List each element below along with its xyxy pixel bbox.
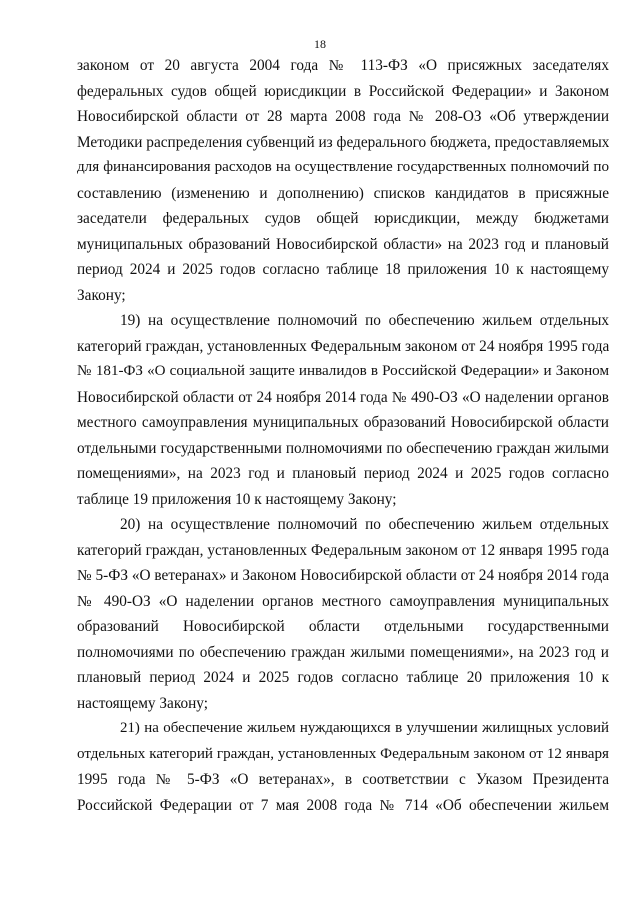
text-line: категорий граждан, установленных Федеральным законом от 12 января 1995 года (77, 541, 609, 559)
text-line: 20) на осуществление полномочий по обеспечению жильем отдельных (120, 516, 609, 533)
text-line: Методики распределения субвенций из федерального бюджета, предоставляемых (77, 133, 609, 151)
text-line: помещениями», на 2023 год и плановый период 2024 и 2025 годов согласно (77, 465, 609, 482)
text-line: Российской Федерации от 7 мая 2008 года № 714 «Об обеспечении жильем (77, 796, 609, 814)
text-line: законом от 20 августа 2004 года № 113-ФЗ «О присяжных заседателях (77, 57, 609, 74)
text-line: заседатели федеральных судов общей юрисдикции, между бюджетами (77, 210, 609, 227)
text-line: 1995 года № 5-ФЗ «О ветеранах», в соответствии с Указом Президента (77, 771, 609, 788)
text-line: 21) на обеспечение жильем нуждающихся в улучшении жилищных условий (120, 720, 609, 736)
text-line: 19) на осуществление полномочий по обеспечению жильем отдельных (120, 312, 609, 329)
text-line: муниципальных образований Новосибирской области» на 2023 год и плановый (77, 235, 609, 253)
text-line: таблице 19 приложения 10 к настоящему Закону; (77, 490, 397, 508)
text-line: № 490-ОЗ «О наделении органов местного самоуправления муниципальных (77, 592, 609, 610)
text-line: отдельными государственными полномочиями по обеспечению граждан жилыми (77, 439, 609, 457)
text-line: составлению (изменению и дополнению) списков кандидатов в присяжные (77, 184, 609, 202)
text-line: для финансирования расходов на осуществление государственных полномочий по (77, 159, 609, 175)
text-line: Закону; (77, 286, 126, 304)
text-line: № 181-ФЗ «О социальной защите инвалидов в Российской Федерации» и Законом (77, 363, 609, 379)
text-line: настоящему Закону; (77, 694, 209, 712)
text-line: федеральных судов общей юрисдикции в Российской Федерации» и Законом (77, 82, 609, 100)
text-line: образований Новосибирской области отдельными государственными (77, 618, 609, 635)
text-line: период 2024 и 2025 годов согласно таблице 18 приложения 10 к настоящему (77, 261, 609, 278)
page-number: 18 (314, 37, 326, 51)
text-line: категорий граждан, установленных Федеральным законом от 24 ноября 1995 года (77, 337, 609, 355)
text-line: Новосибирской области от 24 ноября 2014 года № 490-ОЗ «О наделении органов (77, 388, 609, 406)
text-line: полномочиями по обеспечению граждан жилыми помещениями», на 2023 год и (77, 643, 609, 661)
text-line: плановый период 2024 и 2025 годов согласно таблице 20 приложения 10 к (77, 669, 609, 686)
text-line: Новосибирской области от 28 марта 2008 года № 208-ОЗ «Об утверждении (77, 108, 609, 125)
text-line: № 5-ФЗ «О ветеранах» и Законом Новосибирской области от 24 ноября 2014 года (77, 567, 609, 584)
text-line: отдельных категорий граждан, установленных Федеральным законом от 12 января (77, 745, 609, 762)
document-body-text (77, 53, 609, 818)
text-line: местного самоуправления муниципальных образований Новосибирской области (77, 414, 609, 431)
